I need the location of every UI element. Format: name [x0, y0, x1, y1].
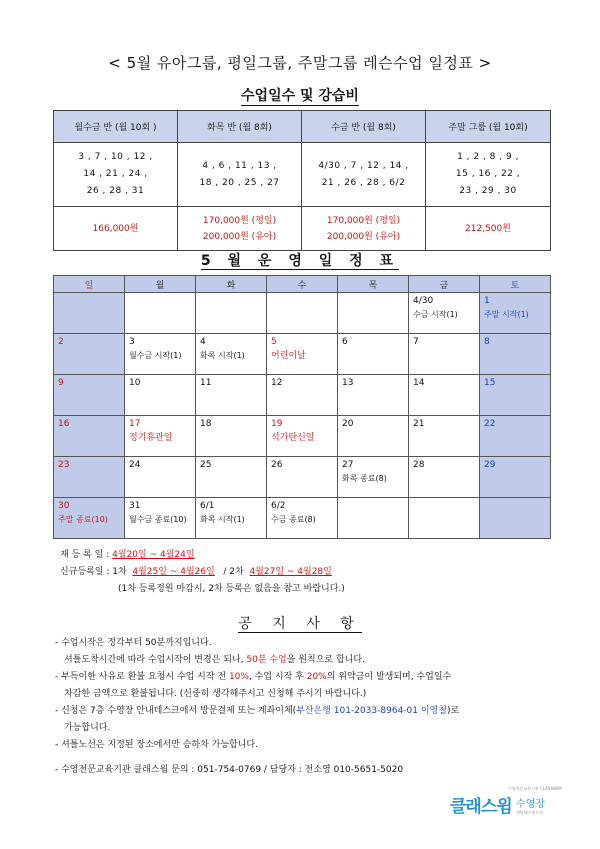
calendar-day — [54, 293, 125, 334]
day-number: 7 — [413, 337, 419, 347]
calendar-day — [54, 375, 125, 416]
calendar-day — [480, 457, 551, 498]
calendar-week — [54, 293, 551, 334]
new-registration-line: 신규등록일 : 1차 4월25일 ~ 4월26일 / 2차 4월27일 ~ 4월28일 — [60, 567, 332, 577]
calendar-day — [267, 498, 338, 539]
day-event: 월수금 종료(10) — [129, 515, 187, 524]
weekday-header: 수 — [267, 276, 338, 293]
day-number: 25 — [200, 460, 212, 470]
calendar-day — [54, 416, 125, 457]
calendar-day — [480, 498, 551, 539]
calendar-day — [125, 416, 196, 457]
calendar-day — [409, 498, 480, 539]
day-number: 30 — [58, 501, 70, 511]
fee-price-wf: 170,000원 (평일) 200,000원 (유아) — [302, 207, 426, 251]
day-number: 22 — [484, 419, 496, 429]
fee-header-tt: 화목 반 (월 8회) — [178, 111, 302, 143]
day-event: 화목 시작(1) — [200, 351, 245, 360]
weekday-header: 월 — [125, 276, 196, 293]
calendar-day — [196, 498, 267, 539]
calendar-day — [267, 334, 338, 375]
calendar-day — [125, 334, 196, 375]
day-number: 8 — [484, 337, 490, 347]
day-number: 24 — [129, 460, 141, 470]
calendar-week — [54, 416, 551, 457]
weekday-header: 일 — [54, 276, 125, 293]
calendar-day — [338, 334, 409, 375]
day-event: 주말 종료(10) — [58, 515, 108, 524]
day-number: 1 — [484, 296, 490, 306]
calendar-day — [196, 375, 267, 416]
calendar-day — [338, 498, 409, 539]
day-number: 21 — [413, 419, 425, 429]
calendar-day — [480, 293, 551, 334]
day-number: 28 — [413, 460, 425, 470]
fee-price-mwf: 166,000원 — [54, 207, 178, 251]
weekday-header: 목 — [338, 276, 409, 293]
calendar-day — [125, 498, 196, 539]
day-number: 23 — [58, 460, 70, 470]
day-number: 29 — [484, 460, 496, 470]
day-number: 12 — [271, 378, 283, 388]
day-number: 6/1 — [200, 501, 215, 511]
fee-price-tt: 170,000원 (평일) 200,000원 (유아) — [178, 207, 302, 251]
calendar-day — [409, 416, 480, 457]
registration-note: (1차 등록정원 마감시, 2차 등록은 없음을 참고 바랍니다.) — [118, 584, 345, 594]
calendar-day — [409, 457, 480, 498]
calendar-day — [196, 416, 267, 457]
calendar-title: 5 월 운 영 일 정 표 — [200, 253, 400, 269]
day-number: 4 — [200, 337, 206, 347]
day-event: 석가탄신일 — [271, 433, 315, 443]
calendar-day — [125, 457, 196, 498]
fee-header-mwf: 월수금 반 (월 10회 ) — [54, 111, 178, 143]
calendar-day — [267, 293, 338, 334]
calendar-day — [338, 293, 409, 334]
fee-header-weekend: 주말 그룹 (월 10회) — [426, 111, 551, 143]
day-number: 19 — [271, 419, 283, 429]
day-number: 27 — [342, 460, 354, 470]
calendar-table — [53, 275, 551, 539]
day-event: 화목 시작(1) — [200, 515, 245, 524]
calendar-day — [54, 334, 125, 375]
calendar-day — [480, 334, 551, 375]
calendar-day — [267, 457, 338, 498]
calendar-day — [54, 457, 125, 498]
calendar-week — [54, 457, 551, 498]
day-number: 15 — [484, 378, 496, 388]
calendar-day — [125, 293, 196, 334]
fee-days-mwf: 3 , 7 , 10 , 12 , 14 , 21 , 24 , 26 , 28 , 31 — [54, 143, 178, 207]
day-number: 14 — [413, 378, 425, 388]
day-number: 16 — [58, 419, 70, 429]
calendar-day — [196, 293, 267, 334]
day-number: 6 — [342, 337, 348, 347]
calendar-week — [54, 334, 551, 375]
calendar-week — [54, 498, 551, 539]
day-number: 11 — [200, 378, 212, 388]
day-number: 9 — [58, 378, 64, 388]
calendar-day — [480, 375, 551, 416]
day-number: 26 — [271, 460, 283, 470]
day-event: 어린이날 — [271, 351, 306, 361]
calendar-day — [196, 334, 267, 375]
calendar-day — [267, 416, 338, 457]
calendar-day — [125, 375, 196, 416]
day-number: 20 — [342, 419, 354, 429]
calendar-day — [409, 375, 480, 416]
day-number: 13 — [342, 378, 354, 388]
fee-price-weekend: 212,500원 — [426, 207, 551, 251]
fee-header-wf: 수금 반 (월 8회) — [302, 111, 426, 143]
day-number: 18 — [200, 419, 212, 429]
weekday-header: 토 — [480, 276, 551, 293]
day-number: 17 — [129, 419, 141, 429]
day-number: 10 — [129, 378, 141, 388]
calendar-day — [267, 375, 338, 416]
day-event: 화목 종료(8) — [342, 474, 387, 483]
weekday-header: 화 — [196, 276, 267, 293]
day-event: 월수금 시작(1) — [129, 351, 182, 360]
day-event: 주말 시작(1) — [484, 310, 529, 319]
calendar-day — [196, 457, 267, 498]
fee-days-tt: 4 , 6 , 11 , 13 , 18 , 20 , 25 , 27 — [178, 143, 302, 207]
calendar-day — [409, 334, 480, 375]
day-number: 31 — [129, 501, 141, 511]
calendar-day — [338, 375, 409, 416]
day-number: 6/2 — [271, 501, 286, 511]
calendar-week — [54, 375, 551, 416]
day-event: 수금 시작(1) — [413, 310, 458, 319]
notice-body: - 수업시작은 정각부터 50분까지입니다. 셔틀도착시간에 따라 수업시작이 변경은 되나, 50분 수업을 원칙으로 합니다. - 부득이한 사유로 환불 요청시 수업 시작 전 10%, 수업 시작 후 20%의 위약금이 발생되며, 수업일수 차감한 금액으로 환불됩니다. (신중히 생각해주시고 신청해 주시기 바랍니다.) - 신청은 7층 수영장 안내데스크에서 방문결제 또는 계좌이체(부산은행 101-2033-8964-01 이영철)로 가능합니다. - 셔틀노선은 지정된 장소에서만 승하차 가능합니다. - 수영전문교육기관 클래스윔 문의 : 051-754-0769 / 담당자 : 전소영 010-5651-5020 — [55, 638, 460, 775]
fee-table — [53, 110, 551, 251]
day-event: 정기휴관일 — [129, 433, 173, 443]
re-registration-line: 재 등 록 일 : 4월20일 ~ 4월24일 — [60, 550, 195, 560]
fee-section-title: 수업일수 및 강습비 — [241, 88, 359, 104]
day-number: 4/30 — [413, 296, 434, 306]
page-title: < 5월 유아그룹, 평일그룹, 주말그룹 레슨수업 일정표 > — [108, 54, 492, 72]
calendar-day — [338, 457, 409, 498]
day-number: 3 — [129, 337, 135, 347]
notice-title: 공 지 사 항 — [238, 616, 362, 632]
calendar-day — [409, 293, 480, 334]
fee-days-weekend: 1 , 2 , 8 , 9 , 15 , 16 , 22 , 23 , 29 , 30 — [426, 143, 551, 207]
calendar-day — [338, 416, 409, 457]
calendar-day — [480, 416, 551, 457]
fee-days-wf: 4/30 , 7 , 12 , 14 , 21 , 26 , 28 , 6/2 — [302, 143, 426, 207]
day-number: 2 — [58, 337, 64, 347]
day-event: 수금 종료(8) — [271, 515, 316, 524]
calendar-day — [54, 498, 125, 539]
weekday-header: 금 — [409, 276, 480, 293]
day-number: 5 — [271, 337, 277, 347]
classwim-logo: 수영전문교육기관 CLASSWIM 클래스윔 수영장 센텀해수월드점 — [450, 786, 562, 817]
